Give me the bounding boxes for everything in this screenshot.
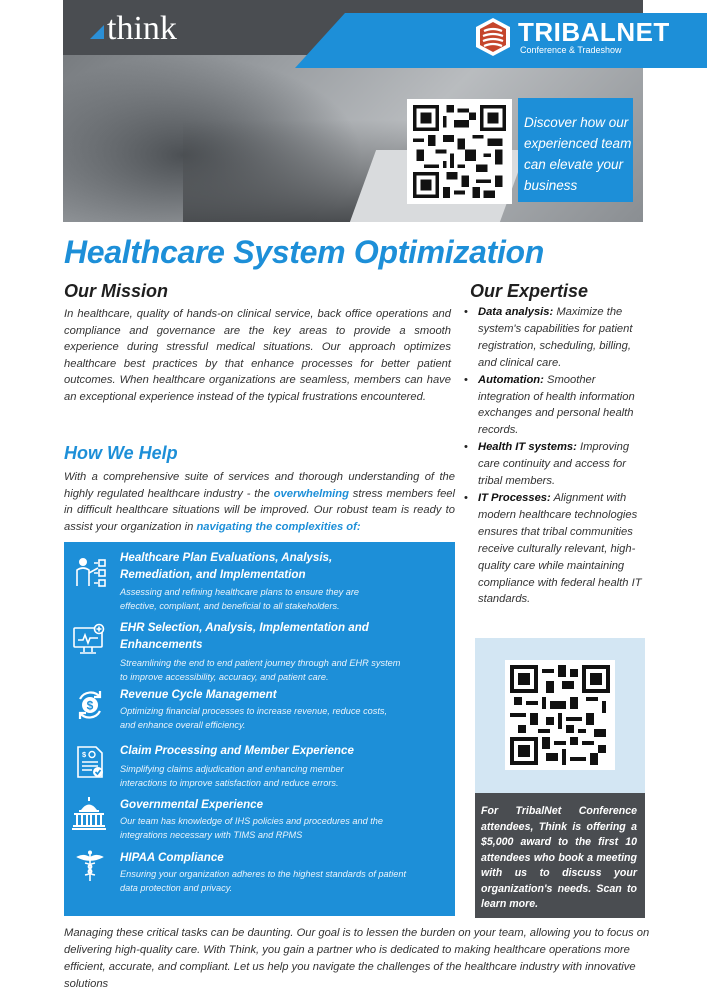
highlight-complexities: navigating the complexities of: <box>196 520 361 533</box>
mission-heading: Our Mission <box>64 281 169 301</box>
service-title <box>120 549 332 583</box>
think-logo-text: think <box>107 10 177 47</box>
expertise-heading: Our Expertise <box>470 281 589 301</box>
how-text-part: stress members feel in difficult healthcare situations will be improved. Our robust team is ready to assist your organization in <box>64 487 455 533</box>
service-title-line: Remediation, and Implementation <box>120 568 306 581</box>
svg-text:$: $ <box>86 698 94 713</box>
list-item <box>464 490 647 608</box>
page-title: Healthcare System Optimization <box>64 234 545 270</box>
list-item <box>464 439 647 490</box>
service-description: Optimizing financial processes to increase revenue, reduce costs, and enhance overall efficiency. <box>120 706 388 730</box>
svg-text:$: $ <box>82 750 87 759</box>
qr-code-top[interactable] <box>407 99 512 204</box>
how-we-help-heading: How We Help <box>64 443 178 463</box>
service-title-line: EHR Selection, Analysis, Implementation and <box>120 621 369 634</box>
monitor-health-icon <box>72 622 106 656</box>
service-title: Governmental Experience <box>120 798 264 811</box>
conference-offer: For TribalNet Conference attendees, Think is offering a $5,000 award to the first 10 attendees who book a meeting with us to discuss your organization's needs. Scan to learn more. <box>475 793 645 918</box>
mission-text: In healthcare, quality of hands-on clinical service, back office operations and compliance and governance are the key areas to provide a smooth experience during stressful medical situations. Our approach optimizes healthcare best practices by that enhance processes for better patient outcomes. When healthcare organizations are seamless, members can have an exceptional experience instead of the typical frustrations encountered. <box>64 308 451 403</box>
expertise-label: Data analysis: <box>478 306 554 318</box>
service-title: Claim Processing and Member Experience <box>120 744 354 757</box>
tribalnet-subtitle: Conference & Tradeshow <box>520 45 622 55</box>
list-item <box>464 304 647 372</box>
caduceus-icon <box>73 849 107 883</box>
expertise-text: Smoother integration of health information exchanges and personal health records. <box>478 373 635 437</box>
service-description: Streamlining the end to end patient journey through and EHR system to improve accessibility, accuracy, and patient care. <box>120 658 401 682</box>
how-text-part: With a comprehensive suite of services and thorough understanding of the highly regulated healthcare industry - the <box>64 471 455 500</box>
how-we-help-text <box>64 469 455 535</box>
expertise-label: IT Processes: <box>478 491 551 504</box>
list-item <box>464 372 647 440</box>
expertise-label: Health IT systems: <box>478 441 577 454</box>
tribalnet-emblem-icon <box>473 17 513 57</box>
expertise-label: Automation: <box>478 373 544 386</box>
logo-triangle-icon <box>90 25 104 39</box>
service-description: Simplifying claims adjudication and enhancing member interactions to improve satisfaction and reduce errors. <box>120 764 344 788</box>
service-description: Ensuring your organization adheres to the highest standards of patient data protection and privacy. <box>120 869 407 893</box>
service-title: HIPAA Compliance <box>120 851 224 864</box>
claim-form-icon <box>73 745 107 779</box>
highlight-overwhelming: overwhelming <box>273 487 349 500</box>
service-description: Assessing and refining healthcare plans to ensure they are effective, compliant, and beneficial to all stakeholders. <box>120 587 360 611</box>
qr-code-bottom[interactable] <box>505 660 615 770</box>
service-description: Our team has knowledge of IHS policies and procedures and the integrations necessary with TIMS and RPMS <box>120 816 384 840</box>
checklist-person-icon <box>74 556 108 590</box>
closing-paragraph: Managing these critical tasks can be daunting. Our goal is to lessen the burden on your team, allowing you to focus on delivering high-quality care. With Think, you gain a partner who is dedicated to making healthcare operations more efficient, accurate, and compliant. Let us help you navigate the challenges of the healthcare industry with innovative solutions <box>64 927 650 990</box>
tribalnet-logo <box>473 17 670 57</box>
capitol-building-icon <box>72 797 106 831</box>
service-title-line: Healthcare Plan Evaluations, Analysis, <box>120 551 333 564</box>
qr-code-icon <box>510 665 610 765</box>
qr-code-icon <box>413 105 506 198</box>
tribalnet-name: TRIBALNET <box>518 17 670 47</box>
think-logo <box>90 10 177 48</box>
dollar-cycle-icon <box>73 688 107 722</box>
service-title: Revenue Cycle Management <box>120 688 277 701</box>
expertise-list <box>464 304 647 608</box>
expertise-text: Maximize the system's capabilities for patient registration, scheduling, billing, and clinical care. <box>478 306 633 369</box>
service-title-line: Enhancements <box>120 638 203 651</box>
expertise-text: Alignment with modern healthcare technologies ensures that tribal communities receive culturally relevant, high-quality care while maintaining compliance with federal health IT standards. <box>478 491 642 606</box>
expertise-text: Improving care continuity and access for tribal members. <box>478 441 630 488</box>
service-title <box>120 619 369 653</box>
promo-callout: Discover how our experienced team can elevate your business <box>518 98 633 202</box>
